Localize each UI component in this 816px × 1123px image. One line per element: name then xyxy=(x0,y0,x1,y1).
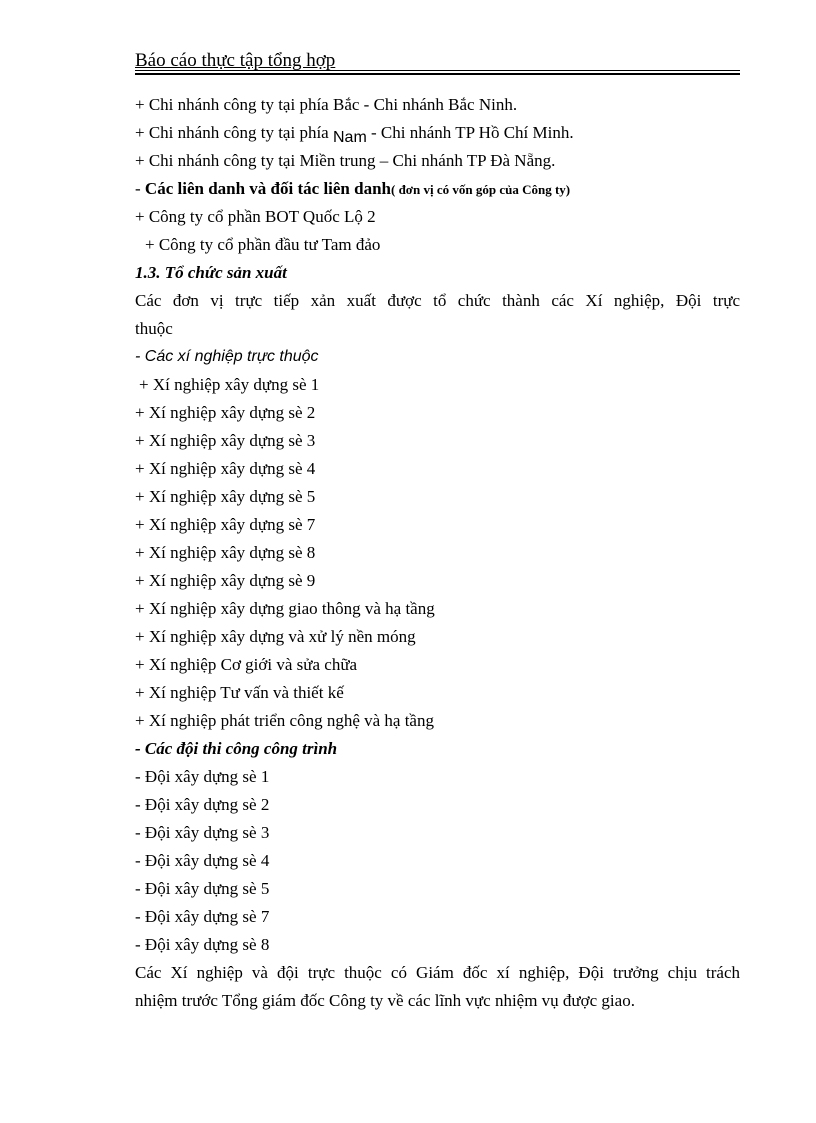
joint-item: + Công ty cổ phần đầu tư Tam đảo xyxy=(145,235,381,254)
enterprises-heading: - Các xí nghiệp trực thuộc xyxy=(135,348,319,365)
enterprise-item: + Xí nghiệp xây dựng và xử lý nền móng xyxy=(135,627,416,646)
enterprise-item: + Xí nghiệp xây dựng sè 2 xyxy=(135,403,316,422)
team-item: - Đội xây dựng sè 4 xyxy=(135,851,270,870)
team-item: - Đội xây dựng sè 7 xyxy=(135,907,270,926)
team-item: - Đội xây dựng sè 5 xyxy=(135,879,270,898)
enterprise-item: + Xí nghiệp xây dựng sè 8 xyxy=(135,543,316,562)
branch-item: + Chi nhánh công ty tại Miền trung – Chi nhánh TP Đà Nẵng. xyxy=(135,151,556,170)
team-item: - Đội xây dựng sè 8 xyxy=(135,935,270,954)
joint-venture-heading xyxy=(135,178,570,201)
section-heading: 1.3. Tổ chức sản xuất xyxy=(135,263,287,282)
enterprise-item: + Xí nghiệp phát triển công nghệ và hạ tầng xyxy=(135,711,434,730)
enterprise-item: + Xí nghiệp xây dựng sè 3 xyxy=(135,431,316,450)
enterprise-item: + Xí nghiệp Cơ giới và sửa chữa xyxy=(135,655,358,674)
branch-text: - Chi nhánh TP Hồ Chí Minh. xyxy=(366,123,574,142)
team-item: - Đội xây dựng sè 1 xyxy=(135,767,270,786)
enterprise-item: + Xí nghiệp xây dựng giao thông và hạ tầng xyxy=(135,599,435,618)
joint-dash: - xyxy=(135,179,145,198)
enterprise-item: + Xí nghiệp xây dựng sè 7 xyxy=(135,515,316,534)
header-rule-thin xyxy=(135,70,740,71)
joint-heading-text: Các liên danh và đối tác liên danh xyxy=(144,179,391,198)
enterprise-item: + Xí nghiệp xây dựng sè 1 xyxy=(139,375,320,394)
enterprise-item: + Xí nghiệp Tư vấn và thiết kế xyxy=(135,683,344,702)
team-item: - Đội xây dựng sè 2 xyxy=(135,795,270,814)
section-intro-cont: thuộc xyxy=(135,319,173,338)
closing-paragraph: Các Xí nghiệp và đội trực thuộc có Giám đốc xí nghiệp, Đội trưởng chịu trách xyxy=(135,963,740,982)
header-title: Báo cáo thực tập tổng hợp xyxy=(135,50,336,71)
branch-item xyxy=(135,122,574,145)
team-item: - Đội xây dựng sè 3 xyxy=(135,823,270,842)
enterprise-item: + Xí nghiệp xây dựng sè 9 xyxy=(135,571,316,590)
closing-paragraph-cont: nhiệm trước Tổng giám đốc Công ty về các lĩnh vực nhiệm vụ được giao. xyxy=(135,991,635,1010)
joint-note: ( đơn vị có vốn góp của Công ty) xyxy=(391,182,571,197)
page-header xyxy=(135,50,740,76)
enterprise-item: + Xí nghiệp xây dựng sè 4 xyxy=(135,459,316,478)
header-rule-thick xyxy=(135,73,740,75)
branch-text-sub: Nam xyxy=(332,129,367,146)
section-intro: Các đơn vị trực tiếp xản xuất được tổ chức thành các Xí nghiệp, Đội trực xyxy=(135,291,740,310)
branch-text: + Chi nhánh công ty tại phía xyxy=(135,123,333,142)
teams-heading: - Các đội thi công công trình xyxy=(135,739,338,758)
branch-item: + Chi nhánh công ty tại phía Bắc - Chi nhánh Bắc Ninh. xyxy=(135,95,518,114)
enterprise-item: + Xí nghiệp xây dựng sè 5 xyxy=(135,487,316,506)
joint-item: + Công ty cổ phần BOT Quốc Lộ 2 xyxy=(135,207,376,226)
